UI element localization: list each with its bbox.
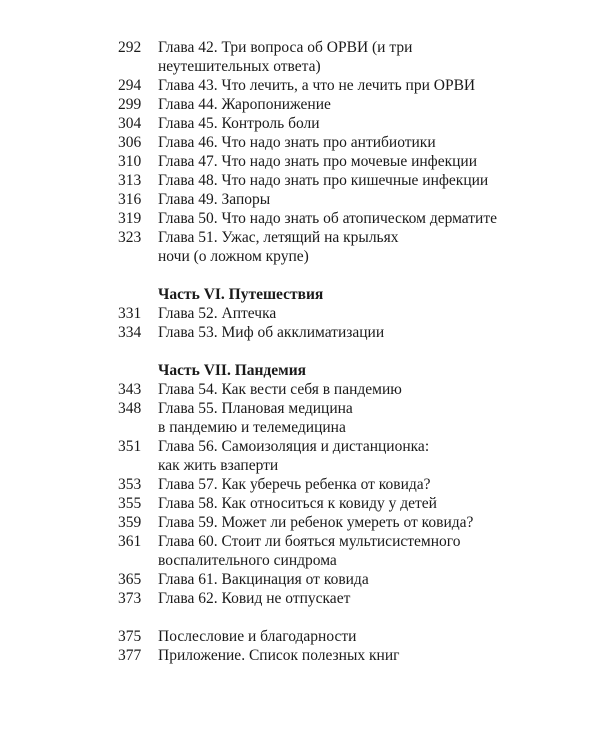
entry-title (158, 76, 558, 95)
toc-entry (118, 399, 558, 437)
entry-title-line: Послесловие и благодарности (158, 628, 357, 645)
entry-title (158, 380, 558, 399)
page-number: 359 (118, 514, 142, 531)
toc-entry (118, 323, 558, 342)
entry-title-line: Глава 58. Как относиться к ковиду у детей (158, 495, 437, 512)
toc-entry (118, 532, 558, 570)
toc-entry (118, 190, 558, 209)
entry-title (158, 627, 558, 646)
page-number: 310 (118, 153, 142, 170)
page-number: 343 (118, 381, 142, 398)
entry-title (158, 589, 558, 608)
entry-title-line: Глава 56. Самоизоляция и дистанционка: (158, 438, 430, 455)
entry-title-line: Глава 50. Что надо знать об атопическом дерматите (158, 210, 498, 227)
entry-title (158, 475, 558, 494)
toc-entry (118, 209, 558, 228)
entry-title (158, 304, 558, 323)
page-number: 365 (118, 571, 142, 588)
toc-entry (118, 475, 558, 494)
entry-title-line: воспалительного синдрома (158, 552, 337, 569)
page-number: 294 (118, 77, 142, 94)
toc-section (118, 608, 558, 665)
toc-entry (118, 646, 558, 665)
section-spacer (118, 266, 558, 285)
part-heading: Часть VII. Пандемия (158, 362, 307, 379)
page-number: 292 (118, 39, 142, 56)
page-number: 331 (118, 305, 142, 322)
toc-section (118, 266, 558, 342)
entry-title (158, 114, 558, 133)
page-number: 375 (118, 628, 142, 645)
page-number: 373 (118, 590, 142, 607)
entry-title-line: Глава 42. Три вопроса об ОРВИ (и три (158, 39, 413, 56)
entry-title (158, 646, 558, 665)
page-number: 306 (118, 134, 142, 151)
page-number: 313 (118, 172, 142, 189)
toc-entry (118, 513, 558, 532)
entry-title-line: Глава 45. Контроль боли (158, 115, 320, 132)
toc-entry (118, 494, 558, 513)
entry-title (158, 190, 558, 209)
entry-title-line: Приложение. Список полезных книг (158, 647, 400, 664)
entry-title-line: Глава 44. Жаропонижение (158, 96, 331, 113)
page-number: 334 (118, 324, 142, 341)
part-heading: Часть VI. Путешествия (158, 286, 324, 303)
entry-title (158, 38, 558, 76)
entry-title-line: Глава 47. Что надо знать про мочевые инфекции (158, 153, 478, 170)
toc-entry (118, 95, 558, 114)
entry-title (158, 133, 558, 152)
entry-title-line: Глава 48. Что надо знать про кишечные инфекции (158, 172, 489, 189)
entry-title-line: Глава 57. Как уберечь ребенка от ковида? (158, 476, 431, 493)
toc-entry (118, 627, 558, 646)
entry-title (158, 437, 558, 475)
toc-entry (118, 589, 558, 608)
toc-entry (118, 171, 558, 190)
entry-title-line: Глава 62. Ковид не отпускает (158, 590, 351, 607)
table-of-contents (118, 38, 558, 665)
entry-title (158, 228, 558, 266)
entry-title (158, 570, 558, 589)
entry-title-line: Глава 43. Что лечить, а что не лечить при ОРВИ (158, 77, 476, 94)
entry-title (158, 152, 558, 171)
section-spacer (118, 608, 558, 627)
toc-entry (118, 304, 558, 323)
toc-section (118, 342, 558, 608)
page-number: 353 (118, 476, 142, 493)
toc-entry (118, 133, 558, 152)
entry-title (158, 494, 558, 513)
entry-title-line: Глава 51. Ужас, летящий на крыльях (158, 229, 399, 246)
toc-entry (118, 228, 558, 266)
toc-entry (118, 114, 558, 133)
toc-entry (118, 570, 558, 589)
entry-title-line: Глава 53. Миф об акклиматизации (158, 324, 385, 341)
page-number: 299 (118, 96, 142, 113)
entry-title-line: в пандемию и телемедицина (158, 419, 346, 436)
toc-section (118, 38, 558, 266)
entry-title-line: Глава 60. Стоит ли бояться мультисистемного (158, 533, 461, 550)
page-number: 304 (118, 115, 142, 132)
page-number: 351 (118, 438, 142, 455)
page-number: 355 (118, 495, 142, 512)
entry-title-line: ночи (о ложном крупе) (158, 248, 309, 265)
entry-title-line: Глава 55. Плановая медицина (158, 400, 353, 417)
entry-title (158, 513, 558, 532)
toc-entry (118, 380, 558, 399)
toc-entry (118, 38, 558, 76)
toc-entry (118, 437, 558, 475)
entry-title-line: неутешительных ответа) (158, 58, 321, 75)
entry-title-line: Глава 61. Вакцинация от ковида (158, 571, 369, 588)
entry-title-line: Глава 46. Что надо знать про антибиотики (158, 134, 436, 151)
entry-title (158, 95, 558, 114)
entry-title (158, 171, 558, 190)
entry-title (158, 209, 558, 228)
toc-entry (118, 152, 558, 171)
toc-entry (118, 76, 558, 95)
page-number: 361 (118, 533, 142, 550)
entry-title (158, 323, 558, 342)
entry-title-line: Глава 59. Может ли ребенок умереть от ковида? (158, 514, 474, 531)
page-number: 316 (118, 191, 142, 208)
entry-title (158, 399, 558, 437)
entry-title-line: Глава 52. Аптечка (158, 305, 277, 322)
page-number: 377 (118, 647, 142, 664)
entry-title (158, 532, 558, 570)
entry-title-line: Глава 49. Запоры (158, 191, 271, 208)
page-number: 323 (118, 229, 142, 246)
section-spacer (118, 342, 558, 361)
entry-title-line: Глава 54. Как вести себя в пандемию (158, 381, 402, 398)
page-number: 348 (118, 400, 142, 417)
page-number: 319 (118, 210, 142, 227)
entry-title-line: как жить взаперти (158, 457, 279, 474)
